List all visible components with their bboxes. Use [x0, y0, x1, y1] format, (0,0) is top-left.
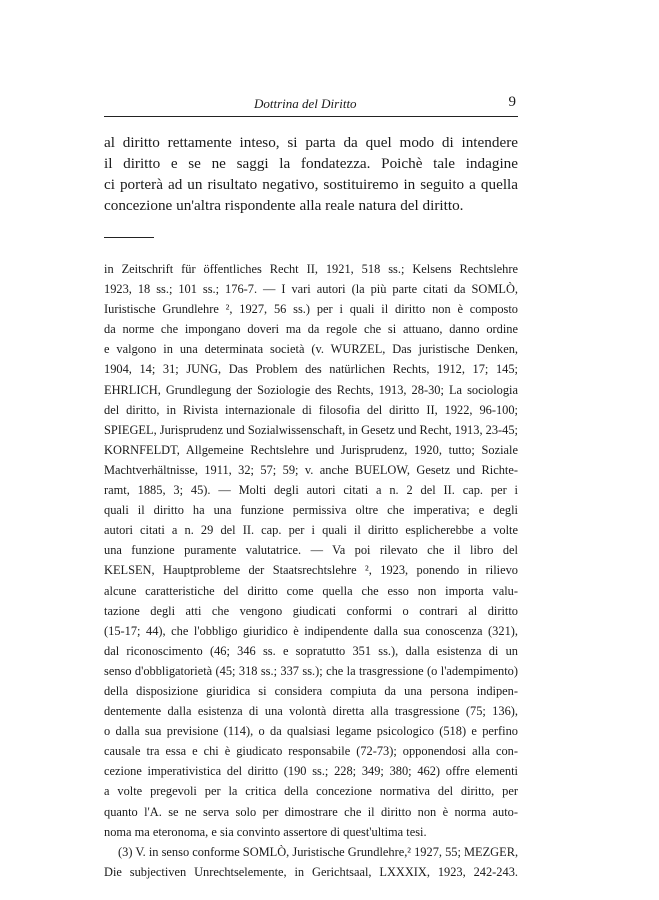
footnote-line: del diritto, in Rivista internazionale di filosofia del diritto II, 1922, 96-100; [104, 402, 518, 417]
footnote-line: Iuristische Grundlehre ², 1927, 56 ss.) per i quali il diritto non è composto [104, 302, 518, 317]
footnote-line: una funzione puramente valutatrice. — Va poi rilevato che il libro del [104, 543, 518, 558]
footnote-line: ramt, 1885, 3; 45). — Molti degli autori citati a n. 2 del II. cap. per i [104, 483, 518, 498]
footnote-line: KELSEN, Hauptprobleme der Staatsrechtslehre ², 1923, ponendo in rilievo [104, 563, 518, 578]
footnote-line: cezione imperativistica del diritto (190 ss.; 228; 349; 380; 462) offre elementi [104, 764, 518, 779]
footnote-line: in Zeitschrift für öffentliches Recht II, 1921, 518 ss.; Kelsens Rechtslehre [104, 262, 518, 276]
footnote-line: causale tra essa e chi è giudicato responsabile (72-73); opponendosi alla con- [104, 744, 518, 759]
text-line: il diritto e se ne saggi la fondatezza. Poichè tale indagine [104, 155, 518, 172]
running-header [104, 96, 518, 117]
footnote-line: 1923, 18 ss.; 101 ss.; 176-7. — I vari autori (la più parte citati da SOMLÒ, [104, 282, 518, 297]
footnote-line: a volte pregevoli per la critica della concezione normativa del diritto, per [104, 784, 518, 799]
footnote-line: KORNFELDT, Allgemeine Rechtslehre und Jurisprudenz, 1920, tutto; Soziale [104, 442, 518, 457]
footnote-line: della disposizione giuridica si considera compiuta da una persona indipen- [104, 683, 518, 698]
footnote-line: da norme che impongano doveri ma da regole che si attuano, danno ordine [104, 322, 518, 337]
footnote-line: Die subjectiven Unrechtselemente, in Gerichtsaal, LXXXIX, 1923, 242-243. [104, 864, 518, 879]
footnote-line: 1904, 14; 31; JUNG, Das Problem des natürlichen Rechts, 1912, 17; 145; [104, 362, 518, 377]
text-line: concezione un'altra rispondente alla reale natura del diritto. [104, 197, 464, 214]
running-title: Dottrina del Diritto [254, 96, 357, 111]
footnote-line: (15-17; 44), che l'obbligo giuridico è indipendente dalla sua conoscenza (321), [104, 623, 518, 638]
footnote-line: quali il diritto ha una funzione permissiva oltre che imperativa; e degli [104, 503, 518, 518]
footnote-line: quanto l'A. se ne serva solo per dimostrare che il diritto non è norma auto- [104, 804, 518, 819]
main-text [104, 132, 518, 216]
page-number: 9 [508, 94, 516, 110]
footnote-line: senso d'obbligatorietà (45; 318 ss.; 337 ss.); che la trasgressione (o l'adempimento) [104, 663, 518, 678]
footnote-line: o dalla sua previsione (114), o da qualsiasi legame psicologico (518) e perfino [104, 724, 518, 739]
footnote-line: EHRLICH, Grundlegung der Soziologie des Rechts, 1913, 28-30; La sociologia [104, 382, 518, 397]
footnote-line: SPIEGEL, Jurisprudenz und Sozialwissenschaft, in Gesetz und Recht, 1913, 23-45; [104, 422, 518, 437]
footnote-line: Machtverhältnisse, 1911, 32; 57; 59; v. anche BUELOW, Gesetz und Richte- [104, 462, 518, 477]
text-line: ci porterà ad un risultato negativo, sostituiremo in seguito a quella [104, 176, 518, 193]
footnotes [104, 259, 518, 882]
footnote-line: alcune caratteristiche del diritto come quella che esso non importa valu- [104, 583, 518, 598]
footnote-line: autori citati a n. 29 del II. cap. per i quali il diritto esplicherebbe a volte [104, 523, 518, 538]
footnote-line: e valgono in una determinata società (v. WURZEL, Das juristische Denken, [104, 342, 518, 357]
footnote-separator [104, 237, 154, 238]
footnote-line: noma ma eteronoma, e sia convinto assertore di quest'ultima tesi. [104, 824, 427, 839]
footnote-line: tazione degli atti che vengono giudicati conformi o contrari al diritto [104, 603, 518, 618]
footnote-line: dentemente dalla esistenza di una volontà diretta alla trasgressione (75; 136), [104, 704, 518, 719]
footnote-line: dal riconoscimento (46; 346 ss. e sopratutto 351 ss.), dalla esistenza di un [104, 643, 518, 658]
text-line: al diritto rettamente inteso, si parta da quel modo di intendere [104, 134, 518, 151]
footnote-line: (3) V. in senso conforme SOMLÒ, Juristische Grundlehre,² 1927, 55; MEZGER, [118, 844, 518, 859]
